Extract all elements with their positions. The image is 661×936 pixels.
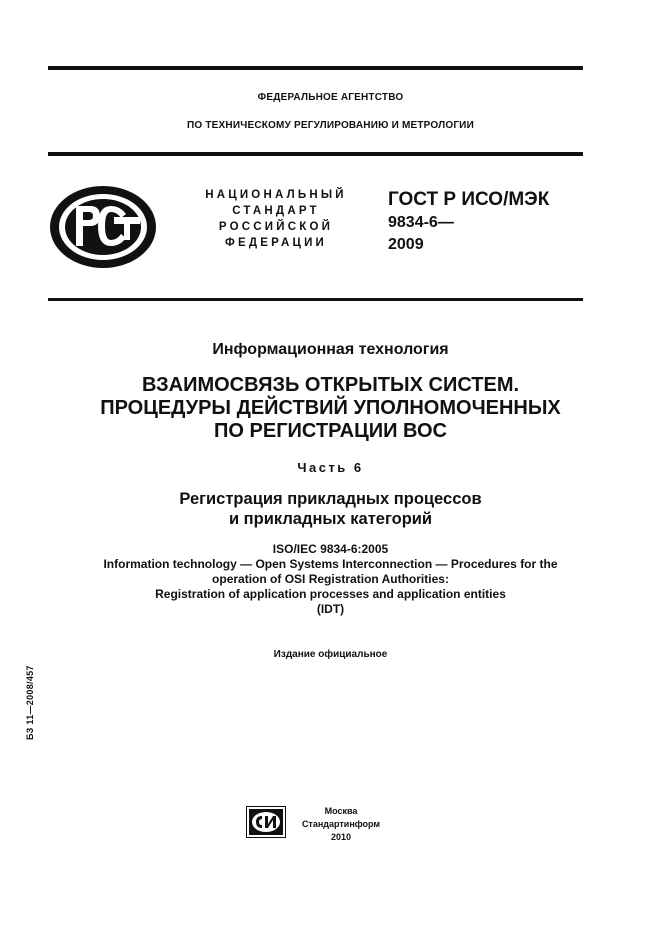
publisher-block — [296, 805, 386, 844]
publisher-year: 2010 — [330, 832, 352, 842]
part-title — [0, 489, 661, 529]
national-standard-label — [186, 187, 366, 251]
main-title-line-1: ВЗАИМОСВЯЗЬ ОТКРЫТЫХ СИСТЕМ. — [141, 374, 520, 396]
rst-logo-icon — [48, 184, 158, 270]
part-title-line-2: и прикладных категорий — [228, 510, 433, 528]
english-title-line-1: Information technology — Open Systems Interconnection — Procedures for the — [103, 557, 558, 571]
agency-line-2: ПО ТЕХНИЧЕСКОМУ РЕГУЛИРОВАНИЮ И МЕТРОЛОГИИ — [187, 120, 474, 131]
main-title-line-3: ПО РЕГИСТРАЦИИ ВОС — [214, 420, 447, 442]
equivalence-degree: (IDT) — [316, 602, 345, 616]
header-rule — [48, 152, 583, 156]
national-standard-line-4: ФЕДЕРАЦИИ — [224, 237, 328, 249]
main-title-line-2: ПРОЦЕДУРЫ ДЕЙСТВИЙ УПОЛНОМОЧЕННЫХ — [100, 397, 561, 419]
national-standard-line-3: РОССИЙСКОЙ — [218, 221, 334, 233]
part-title-line-1: Регистрация прикладных процессов — [179, 490, 482, 508]
main-title — [0, 374, 661, 443]
iso-reference: ISO/IEC 9834-6:2005 — [272, 542, 389, 556]
national-standard-line-1: НАЦИОНАЛЬНЫЙ — [205, 189, 347, 201]
designation-rule — [48, 298, 583, 301]
part-number: Часть 6 — [297, 460, 364, 475]
designation-line-3: 2009 — [388, 236, 424, 253]
publisher-city: Москва — [324, 806, 358, 816]
side-code: БЗ 11—2008/457 — [25, 665, 35, 740]
publisher-name: Стандартинформ — [301, 819, 381, 829]
english-title-line-3: Registration of application processes and application entities — [155, 587, 506, 601]
subject-title: Информационная технология — [212, 341, 449, 358]
edition-label: Издание официальное — [273, 649, 388, 660]
top-rule — [48, 66, 583, 70]
international-reference — [0, 542, 661, 617]
agency-line-1: ФЕДЕРАЛЬНОЕ АГЕНТСТВО — [257, 92, 404, 103]
standard-designation — [388, 188, 598, 256]
designation-line-1: ГОСТ Р ИСО/МЭК — [388, 189, 550, 210]
designation-line-2: 9834-6— — [388, 214, 454, 231]
publisher-logo-icon — [246, 806, 286, 838]
english-title-line-2: operation of OSI Registration Authorities: — [212, 572, 449, 586]
national-standard-line-2: СТАНДАРТ — [232, 205, 320, 217]
